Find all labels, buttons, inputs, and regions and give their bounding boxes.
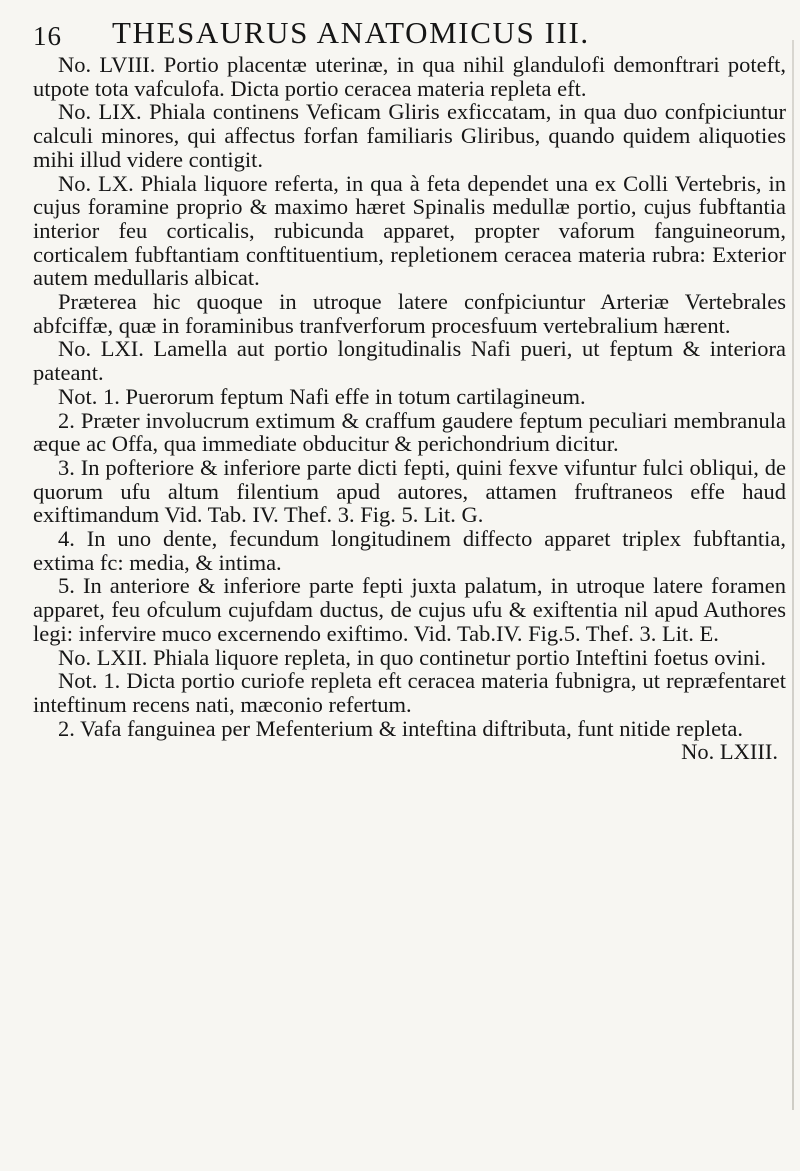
paragraph-praeterea: Præterea hic quoque in utroque latere confpiciuntur Arteriæ Vertebrales abfciffæ, quæ in foraminibus tranfverforum procesfuum vertebralium hærent.: [33, 289, 786, 338]
note-4: 4. In uno dente, fecundum longitudinem diffecto apparet triplex fubftantia, extima fc: media, & intima.: [33, 526, 786, 575]
note-3: 3. In pofteriore & inferiore parte dicti fepti, quini fexve vifuntur fulci obliqui, de quorum ufu altum filentium apud autores, attamen fruftraneos effe haud exiftimandum Vid. Tab. IV. Thef. 3. Fig. 5. Lit. G.: [33, 454, 786, 528]
page-edge-shadow: [792, 40, 794, 1110]
note-1: Not. 1. Puerorum feptum Nafi effe in totum cartilagineum.: [58, 383, 586, 409]
page-number: 16: [33, 21, 62, 51]
paragraph-no-lviii: No. LVIII. Portio placentæ uterinæ, in qua nihil glandulofi demonftrari poteft, utpote tota vafculofa. Dicta portio ceracea materia repleta eft.: [33, 52, 786, 101]
note-2: 2. Præter involucrum extimum & craffum gaudere feptum peculiari membranula æque ac Offa, qua immediate obducitur & perichondrium dicitur.: [33, 407, 786, 457]
body-text: [33, 53, 786, 764]
paragraph-no-lx: No. LX. Phiala liquore referta, in qua à feta dependet una ex Colli Vertebris, in cujus foramine proprio & maximo hæret Spinalis medullæ portio, cujus fubftantia interior feu corticalis, rubicunda apparet, propter vaforum fanguineorum, corticalem fubftantiam conftituentium, repletionem ceracea materia rubra: Exterior autem medullaris albicat.: [33, 170, 786, 291]
page-header: [33, 15, 713, 55]
paragraph-no-lxii: No. LXII. Phiala liquore repleta, in quo continetur portio Inteftini foetus ovini.: [58, 644, 766, 670]
paragraph-no-lxi: No. LXI. Lamella aut portio longitudinalis Nafi pueri, ut feptum & interiora pateant.: [33, 336, 786, 386]
running-head: THESAURUS ANATOMICUS III.: [112, 15, 590, 50]
note-lxii-1: Not. 1. Dicta portio curiofe repleta eft ceracea materia fubnigra, ut repræfentaret inteftinum recens nati, mæconio refertum.: [33, 668, 786, 717]
note-5: 5. In anteriore & inferiore parte fepti juxta palatum, in utroque latere foramen apparet, feu ofculum cujufdam ductus, de cujus ufu & exiftentia nil apud Authores legi: infervire muco excernendo exiftimo. Vid. Tab.IV. Fig.5. Thef. 3. Lit. E.: [33, 573, 786, 646]
paragraph-no-lix: No. LIX. Phiala continens Veficam Gliris exficcatam, in qua duo confpiciuntur calculi minores, qui affectus forfan familiaris Gliribus, quando quidem aliquoties mihi illud videre contigit.: [33, 99, 786, 172]
catchword: No. LXIII.: [681, 739, 778, 765]
note-lxii-2: 2. Vafa fanguinea per Mefenterium & inteftina diftributa, funt nitide repleta.: [58, 715, 743, 741]
